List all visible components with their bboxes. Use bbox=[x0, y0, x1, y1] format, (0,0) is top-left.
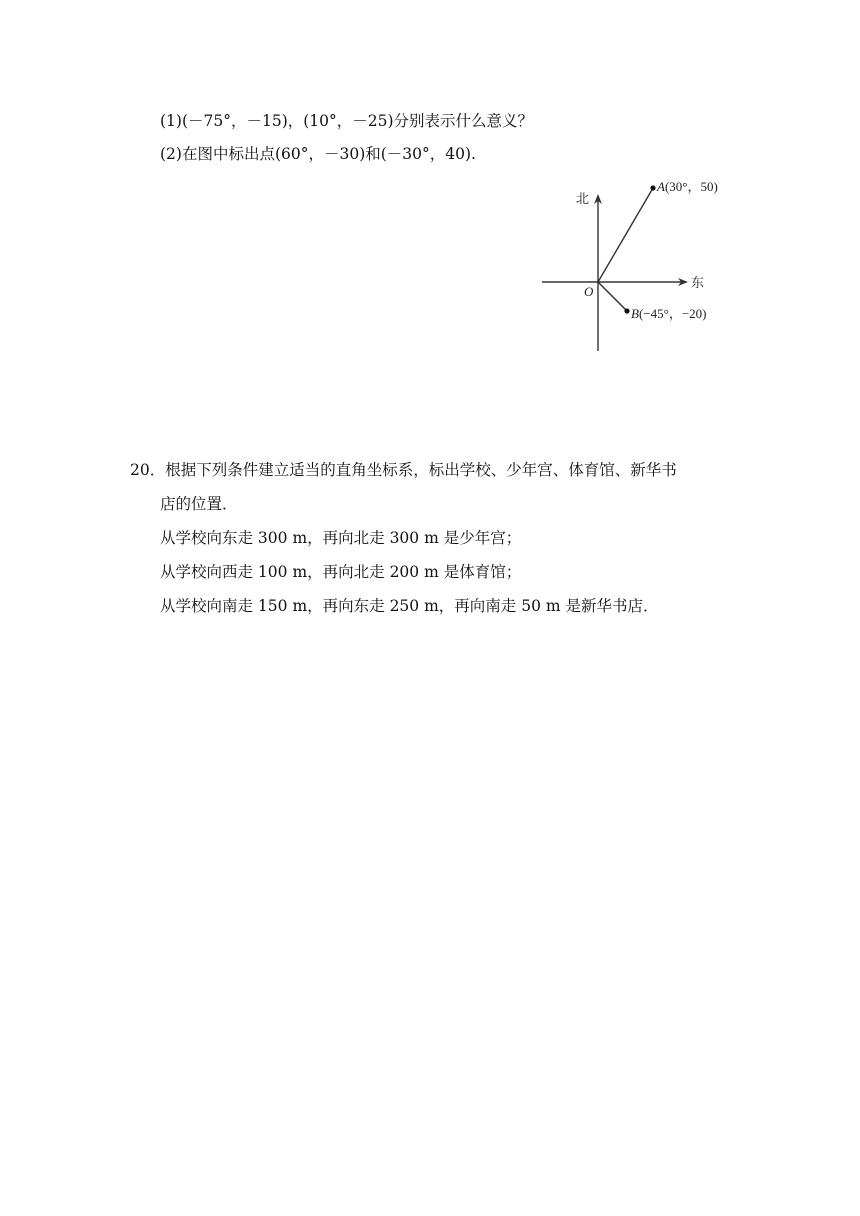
polar-coordinate-figure bbox=[530, 176, 740, 356]
question-19-part-1: (1)(－75°，－15)，(10°，－25)分别表示什么意义？ bbox=[160, 112, 534, 130]
ray-to-point-a bbox=[598, 188, 653, 282]
figure-svg bbox=[530, 176, 740, 356]
point-a-name: A bbox=[657, 179, 665, 194]
north-label: 北 bbox=[576, 191, 590, 206]
question-20-line-5: 从学校向南走 150 m，再向东走 250 m，再向南走 50 m 是新华书店． bbox=[160, 597, 659, 615]
east-label: 东 bbox=[691, 275, 705, 290]
point-a-dot bbox=[650, 185, 655, 190]
question-20-line-3: 从学校向东走 300 m，再向北走 300 m 是少年宫； bbox=[160, 529, 522, 547]
question-20-line-1: 20．根据下列条件建立适当的直角坐标系，标出学校、少年宫、体育馆、新华书 bbox=[130, 461, 677, 479]
question-19-part-2: (2)在图中标出点(60°，－30)和(－30°，40). bbox=[160, 145, 476, 163]
point-a-coords: (30°，50) bbox=[664, 179, 718, 194]
question-20-line-4: 从学校向西走 100 m，再向北走 200 m 是体育馆； bbox=[160, 563, 522, 581]
question-20-line-2: 店的位置． bbox=[160, 495, 238, 513]
origin-label: O bbox=[584, 284, 594, 299]
point-b-coords: (−45°，−20) bbox=[638, 306, 707, 321]
point-a-label bbox=[656, 179, 718, 195]
point-b-dot bbox=[624, 308, 629, 313]
ray-to-point-b bbox=[598, 282, 627, 311]
point-b-name: B bbox=[631, 306, 639, 321]
point-b-label bbox=[631, 306, 706, 322]
